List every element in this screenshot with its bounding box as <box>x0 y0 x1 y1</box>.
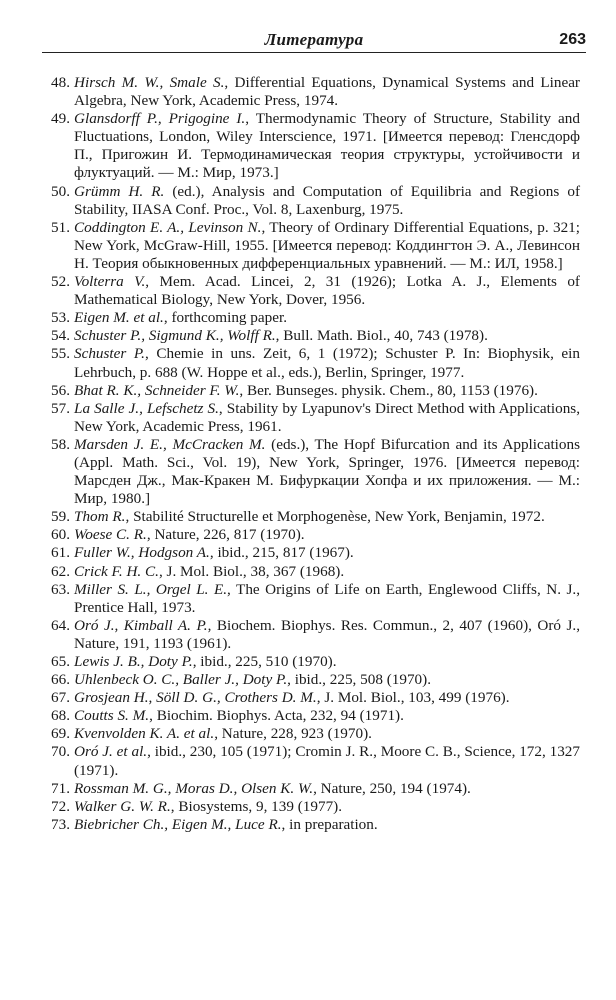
reference-authors: Schuster P., Sigmund K., Wolff R. <box>74 327 276 345</box>
reference-authors: Glansdorff P., Prigogine I. <box>74 110 246 128</box>
reference-number: 51. <box>51 218 70 236</box>
reference-number: 71. <box>51 779 70 797</box>
reference-item <box>40 743 580 779</box>
reference-item <box>40 780 580 798</box>
reference-authors: Woese C. R. <box>74 526 147 544</box>
reference-details: , forthcoming paper. <box>163 309 287 327</box>
reference-item <box>40 707 580 725</box>
reference-details: , Nature, 228, 923 (1970). <box>214 725 372 743</box>
reference-details: , Stabilité Structurelle et Morphogenèse, New York, Benjamin, 1972. <box>125 508 545 526</box>
reference-details: , ibid., 230, 105 (1971); Cromin J. R., Moore C. B., Science, 172, 1327 (1971). <box>74 743 580 779</box>
page-header <box>42 26 586 53</box>
reference-details: , Theory of Ordinary Differential Equations, p. 321; New York, McGraw-Hill, 1955. [Имеется перевод: Коддингтон Э. А., Левинсон Н. Теория обыкновенных дифференциальных уравнений. — М.: ИЛ, 1958.] <box>74 218 580 272</box>
reference-item <box>40 671 580 689</box>
reference-item <box>40 798 580 816</box>
reference-authors: Schuster P. <box>74 345 145 363</box>
reference-details: , Ber. Bunseges. physik. Chem., 80, 1153 (1976). <box>239 381 538 399</box>
reference-item <box>40 689 580 707</box>
reference-authors: Crick F. H. C. <box>74 562 159 580</box>
reference-number: 53. <box>51 309 70 327</box>
reference-authors: Thom R. <box>74 508 126 526</box>
reference-details: , Biochem. Biophys. Res. Commun., 2, 407 (1960), Oró J., Nature, 191, 1193 (1961). <box>74 616 581 652</box>
reference-number: 58. <box>51 435 70 453</box>
reference-details: , Biosystems, 9, 139 (1977). <box>170 797 343 815</box>
reference-details: , ibid., 215, 817 (1967). <box>209 544 354 562</box>
reference-number: 61. <box>51 544 70 562</box>
reference-item <box>40 110 580 182</box>
reference-number: 70. <box>51 743 70 761</box>
reference-number: 63. <box>51 580 70 598</box>
reference-details: , Thermodynamic Theory of Structure, Stability and Fluctuations, London, Wiley Interscience, 1971. [Имеется перевод: Гленсдорф П., Пригожин И. Термодинамическая теория структуры, устойчивости и флуктуаций. — М.: Мир, 1973.] <box>74 110 580 182</box>
reference-authors: Kvenvolden K. A. et al. <box>74 725 215 743</box>
reference-details: , in preparation. <box>281 815 378 833</box>
reference-number: 48. <box>51 74 70 91</box>
reference-details: , Nature, 226, 817 (1970). <box>146 526 305 544</box>
reference-details: , Stability by Lyapunov's Direct Method with Applications, New York, Academic Press, 1961. <box>74 399 580 435</box>
reference-details: , Differential Equations, Dynamical Systems and Linear Algebra, New York, Academic Press, 1974. <box>74 74 580 110</box>
reference-item <box>40 327 580 345</box>
reference-authors: Walker G. W. R. <box>74 797 171 815</box>
reference-item <box>40 526 580 544</box>
page-number: 263 <box>559 31 586 48</box>
reference-details: , J. Mol. Biol., 103, 499 (1976). <box>316 689 510 707</box>
reference-item <box>40 436 580 508</box>
reference-number: 50. <box>51 182 70 200</box>
reference-authors: Eigen M. et al. <box>74 309 164 327</box>
reference-details: , Bull. Math. Biol., 40, 743 (1978). <box>275 327 488 345</box>
reference-authors: Rossman M. G., Moras D., Olsen K. W. <box>74 779 314 797</box>
reference-details: , The Origins of Life on Earth, Englewood Cliffs, N. J., Prentice Hall, 1973. <box>74 580 580 616</box>
reference-authors: Grosjean H., Söll D. G., Crothers D. M. <box>74 689 317 707</box>
reference-number: 60. <box>51 526 70 544</box>
reference-item <box>40 345 580 381</box>
reference-authors: Fuller W., Hodgson A. <box>74 544 210 562</box>
reference-authors: Marsden J. E., McCracken M. <box>74 435 266 453</box>
reference-authors: Uhlenbeck O. C., Baller J., Doty P. <box>74 671 288 689</box>
reference-item <box>40 725 580 743</box>
reference-number: 73. <box>51 815 70 833</box>
reference-number: 68. <box>51 707 70 725</box>
reference-number: 62. <box>51 562 70 580</box>
reference-item <box>40 400 580 436</box>
reference-item <box>40 508 580 526</box>
reference-authors: Grümm H. R. <box>74 182 165 200</box>
reference-authors: Miller S. L., Orgel L. E. <box>74 580 228 598</box>
reference-details: , ibid., 225, 508 (1970). <box>287 671 431 689</box>
reference-item <box>40 219 580 273</box>
reference-number: 56. <box>51 381 70 399</box>
reference-item <box>40 183 580 219</box>
reference-item <box>40 581 580 617</box>
reference-number: 67. <box>51 689 70 707</box>
reference-details: , ibid., 225, 510 (1970). <box>192 653 337 670</box>
reference-item <box>40 563 580 581</box>
reference-number: 59. <box>51 508 70 526</box>
running-title: Литература <box>264 30 364 49</box>
reference-item <box>40 309 580 327</box>
reference-authors: Volterra V. <box>74 273 146 291</box>
reference-item <box>40 382 580 400</box>
reference-number: 69. <box>51 725 70 743</box>
reference-number: 64. <box>51 616 70 634</box>
reference-authors: Oró J. et al. <box>74 743 148 761</box>
reference-item <box>40 617 580 653</box>
reference-list <box>40 74 580 834</box>
reference-number: 52. <box>51 273 70 291</box>
reference-authors: Biebricher Ch., Eigen M., Luce R. <box>74 815 282 833</box>
reference-details: , Mem. Acad. Lincei, 2, 31 (1926); Lotka A. J., Elements of Mathematical Biology, New York, Dover, 1956. <box>74 273 580 309</box>
reference-number: 54. <box>51 327 70 345</box>
reference-details: , Nature, 250, 194 (1974). <box>313 779 471 797</box>
reference-authors: Coddington E. A., Levinson N. <box>74 218 262 236</box>
reference-authors: Hirsch M. W., Smale S. <box>74 74 225 91</box>
reference-item <box>40 74 580 110</box>
reference-number: 66. <box>51 671 70 689</box>
reference-authors: Oró J., Kimball A. P. <box>74 616 208 634</box>
reference-item <box>40 544 580 562</box>
reference-number: 55. <box>51 345 70 363</box>
reference-number: 49. <box>51 110 70 128</box>
reference-number: 72. <box>51 797 70 815</box>
reference-item <box>40 653 580 671</box>
reference-details: (ed.), Analysis and Computation of Equilibria and Regions of Stability, IIASA Conf. Proc., Vol. 8, Laxenburg, 1975. <box>74 182 580 218</box>
reference-authors: Coutts S. M. <box>74 707 150 725</box>
reference-number: 65. <box>51 653 70 670</box>
reference-details: , J. Mol. Biol., 38, 367 (1968). <box>158 562 345 580</box>
reference-number: 57. <box>51 399 70 417</box>
reference-details: , Chemie in uns. Zeit, 6, 1 (1972); Schuster P. In: Biophysik, ein Lehrbuch, p. 688 (W. Hoppe et al., eds.), Berlin, Springer, 1977. <box>74 345 580 381</box>
reference-item <box>40 273 580 309</box>
reference-authors: La Salle J., Lefschetz S. <box>74 399 219 417</box>
reference-authors: Bhat R. K., Schneider F. W. <box>74 381 240 399</box>
reference-details: (eds.), The Hopf Bifurcation and its Applications (Appl. Math. Sci., Vol. 19), New York, Springer, 1976. [Имеется перевод: Марсден Дж., Мак-Кракен М. Бифуркации Хопфа и их приложения. — М.: Мир, 1980.] <box>74 435 580 508</box>
reference-authors: Lewis J. B., Doty P. <box>74 653 193 670</box>
reference-item <box>40 816 580 834</box>
reference-details: , Biochim. Biophys. Acta, 232, 94 (1971). <box>149 707 404 725</box>
